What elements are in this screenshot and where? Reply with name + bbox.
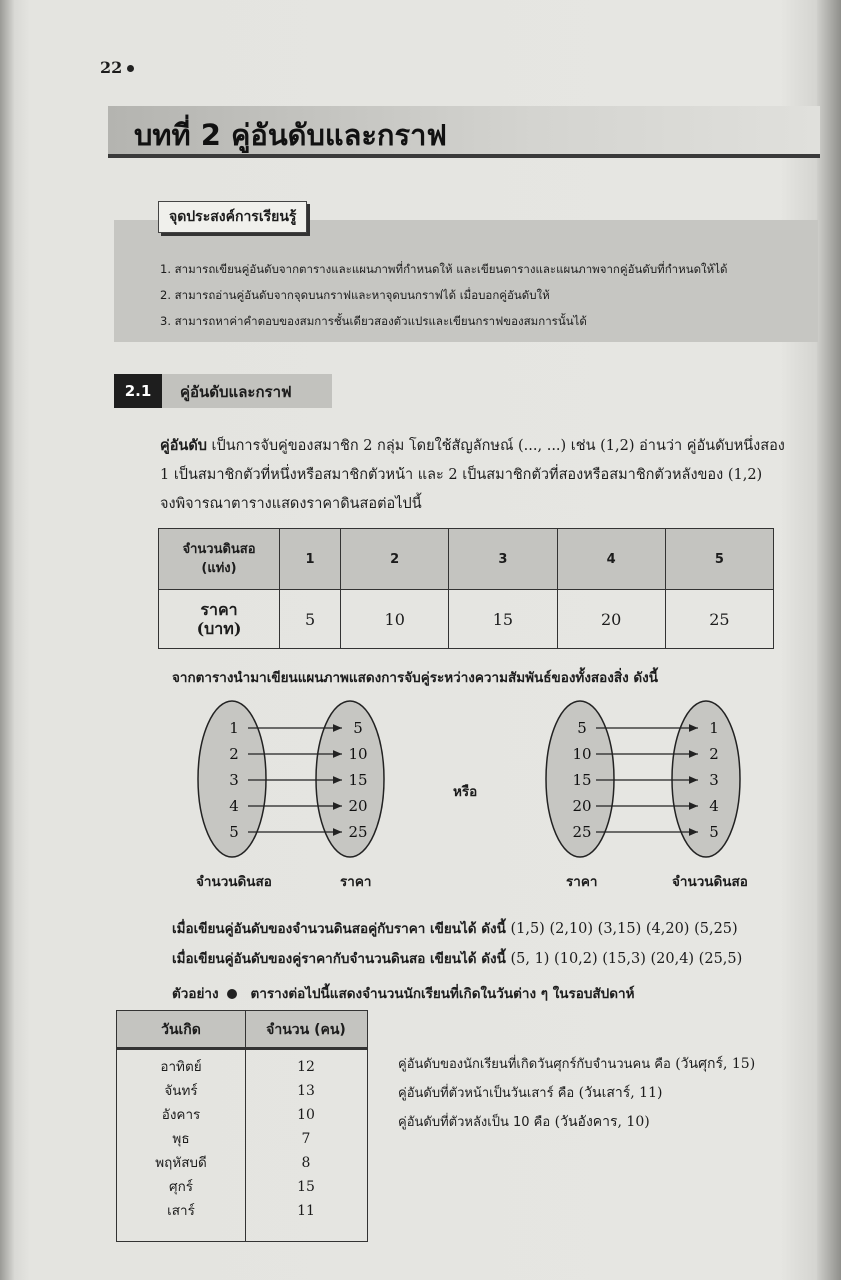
table-cell: 12 bbox=[297, 1059, 315, 1075]
table-cell: 10 bbox=[341, 590, 449, 649]
intro-line: เป็นการจับคู่ของสมาชิก 2 กลุ่ม โดยใช้สัญลักษณ์ (..., ...) เช่น (1,2) อ่านว่า คู่อันดับหนึ่งสอง bbox=[206, 438, 785, 454]
range-value: 5 bbox=[709, 823, 719, 841]
column-header: วันเกิด bbox=[161, 1022, 201, 1038]
column-header: จำนวน (คน) bbox=[266, 1022, 346, 1038]
count-column bbox=[245, 1055, 367, 1223]
pairs-text: เมื่อเขียนคู่อันดับของจำนวนดินสอคู่กับราคา เขียนได้ ดังนี้ bbox=[172, 921, 506, 937]
objectives-list bbox=[160, 256, 727, 334]
domain-value: 2 bbox=[229, 745, 239, 763]
table-cell: 15 bbox=[297, 1179, 315, 1195]
range-value: 1 bbox=[709, 719, 719, 737]
birthday-table bbox=[116, 1010, 368, 1242]
table-cell: 4 bbox=[557, 529, 665, 590]
table-cell: อังคาร bbox=[161, 1107, 201, 1123]
domain-value: 5 bbox=[229, 823, 239, 841]
day-column bbox=[117, 1055, 245, 1223]
diagram-label: จำนวนดินสอ bbox=[672, 874, 748, 890]
row-header: จำนวนดินสอ (แท่ง) bbox=[159, 529, 280, 590]
note-line: คู่อันดับของนักเรียนที่เกิดวันศุกร์กับจำนวนคน คือ (วันศุกร์, 15) bbox=[398, 1056, 756, 1072]
range-value: 15 bbox=[348, 771, 368, 789]
range-value: 10 bbox=[348, 745, 368, 763]
table-cell: อาทิตย์ bbox=[160, 1059, 202, 1075]
table-cell: พุธ bbox=[172, 1131, 190, 1147]
range-value: 4 bbox=[709, 797, 719, 815]
intro-paragraph bbox=[160, 432, 820, 519]
domain-value: 10 bbox=[572, 745, 592, 763]
table-cell: 11 bbox=[297, 1203, 315, 1219]
set-oval bbox=[672, 701, 740, 857]
table-cell: พฤหัสบดี bbox=[155, 1155, 207, 1171]
domain-value: 4 bbox=[229, 797, 239, 815]
domain-value: 25 bbox=[572, 823, 592, 841]
price-table bbox=[158, 528, 774, 649]
table-cell: 2 bbox=[341, 529, 449, 590]
pairs-text: เมื่อเขียนคู่อันดับของคู่ราคากับจำนวนดินสอ เขียนได้ ดังนี้ bbox=[172, 951, 506, 967]
domain-value: 1 bbox=[229, 719, 239, 737]
mapping-diagram bbox=[180, 694, 780, 864]
table-cell: 15 bbox=[449, 590, 557, 649]
table-row bbox=[159, 590, 774, 649]
page-edge-shadow bbox=[817, 0, 841, 1280]
table-cell: 5 bbox=[665, 529, 773, 590]
table-cell: 8 bbox=[301, 1155, 311, 1171]
domain-value: 3 bbox=[229, 771, 239, 789]
note-line: คู่อันดับที่ตัวหน้าเป็นวันเสาร์ คือ (วันเสาร์, 11) bbox=[398, 1085, 663, 1101]
domain-value: 15 bbox=[572, 771, 592, 789]
range-value: 2 bbox=[709, 745, 719, 763]
table-cell: เสาร์ bbox=[167, 1203, 195, 1219]
table-cell: 7 bbox=[301, 1131, 311, 1147]
intro-line: 1 เป็นสมาชิกตัวที่หนึ่งหรือสมาชิกตัวหน้า และ 2 เป็นสมาชิกตัวที่สองหรือสมาชิกตัวหลังของ (1,2) bbox=[160, 467, 763, 483]
intro-line: จงพิจารณาตารางแสดงราคาดินสอต่อไปนี้ bbox=[160, 496, 422, 512]
note-line: คู่อันดับที่ตัวหลังเป็น 10 คือ (วันอังคาร, 10) bbox=[398, 1114, 650, 1130]
domain-value: 5 bbox=[577, 719, 587, 737]
example-heading bbox=[172, 982, 635, 1004]
bullet-icon bbox=[227, 989, 237, 999]
table-cell: จันทร์ bbox=[164, 1083, 198, 1099]
table-cell: 13 bbox=[297, 1083, 315, 1099]
example-notes bbox=[398, 1050, 755, 1137]
table-cell: 3 bbox=[449, 529, 557, 590]
table-cell: 5 bbox=[280, 590, 341, 649]
diagram-label: ราคา bbox=[340, 874, 372, 890]
example-label: ตัวอย่าง bbox=[172, 986, 219, 1002]
diagram-label: จำนวนดินสอ bbox=[196, 874, 272, 890]
section-number: 2.1 bbox=[114, 374, 162, 408]
table-cell: 25 bbox=[665, 590, 773, 649]
range-value: 20 bbox=[348, 797, 368, 815]
ordered-pairs bbox=[172, 914, 742, 974]
diagram-or-label: หรือ bbox=[453, 784, 478, 800]
example-text: ตารางต่อไปนี้แสดงจำนวนนักเรียนที่เกิดในวันต่าง ๆ ในรอบสัปดาห์ bbox=[250, 986, 635, 1002]
table-cell: 20 bbox=[557, 590, 665, 649]
section-title: คู่อันดับและกราฟ bbox=[180, 383, 292, 401]
pairs-values: (5, 1) (10,2) (15,3) (20,4) (25,5) bbox=[505, 951, 743, 967]
table-row bbox=[159, 529, 774, 590]
term-bold: คู่อันดับ bbox=[160, 438, 207, 454]
objectives-label: จุดประสงค์การเรียนรู้ bbox=[158, 201, 307, 233]
pairs-values: (1,5) (2,10) (3,15) (4,20) (5,25) bbox=[505, 921, 738, 937]
table-cell: ศุกร์ bbox=[169, 1179, 193, 1195]
range-value: 3 bbox=[709, 771, 719, 789]
table-cell: 1 bbox=[280, 529, 341, 590]
chapter-title: บทที่ 2 คู่อันดับและกราฟ bbox=[134, 118, 447, 152]
objective-item: 1. สามารถเขียนคู่อันดับจากตารางและแผนภาพที่กำหนดให้ และเขียนตารางและแผนภาพจากคู่อันดับที่กำหนดให้ได้ bbox=[160, 262, 728, 276]
bullet-icon bbox=[127, 65, 134, 72]
objective-item: 3. สามารถหาค่าคำตอบของสมการชั้นเดียวสองตัวแปรและเขียนกราฟของสมการนั้นได้ bbox=[160, 314, 587, 328]
range-value: 5 bbox=[353, 719, 363, 737]
diagram-label: ราคา bbox=[566, 874, 598, 890]
table-cell: 10 bbox=[297, 1107, 315, 1123]
page-number: 22 bbox=[100, 58, 134, 77]
objective-item: 2. สามารถอ่านคู่อันดับจากจุดบนกราฟและหาจุดบนกราฟได้ เมื่อบอกคู่อันดับให้ bbox=[160, 288, 550, 302]
diagram-intro: จากตารางนำมาเขียนแผนภาพแสดงการจับคู่ระหว่างความสัมพันธ์ของทั้งสองสิ่ง ดังนี้ bbox=[172, 670, 658, 686]
page-spine-shadow bbox=[0, 0, 14, 1280]
row-header: ราคา (บาท) bbox=[159, 590, 280, 649]
range-value: 25 bbox=[348, 823, 368, 841]
domain-value: 20 bbox=[572, 797, 592, 815]
